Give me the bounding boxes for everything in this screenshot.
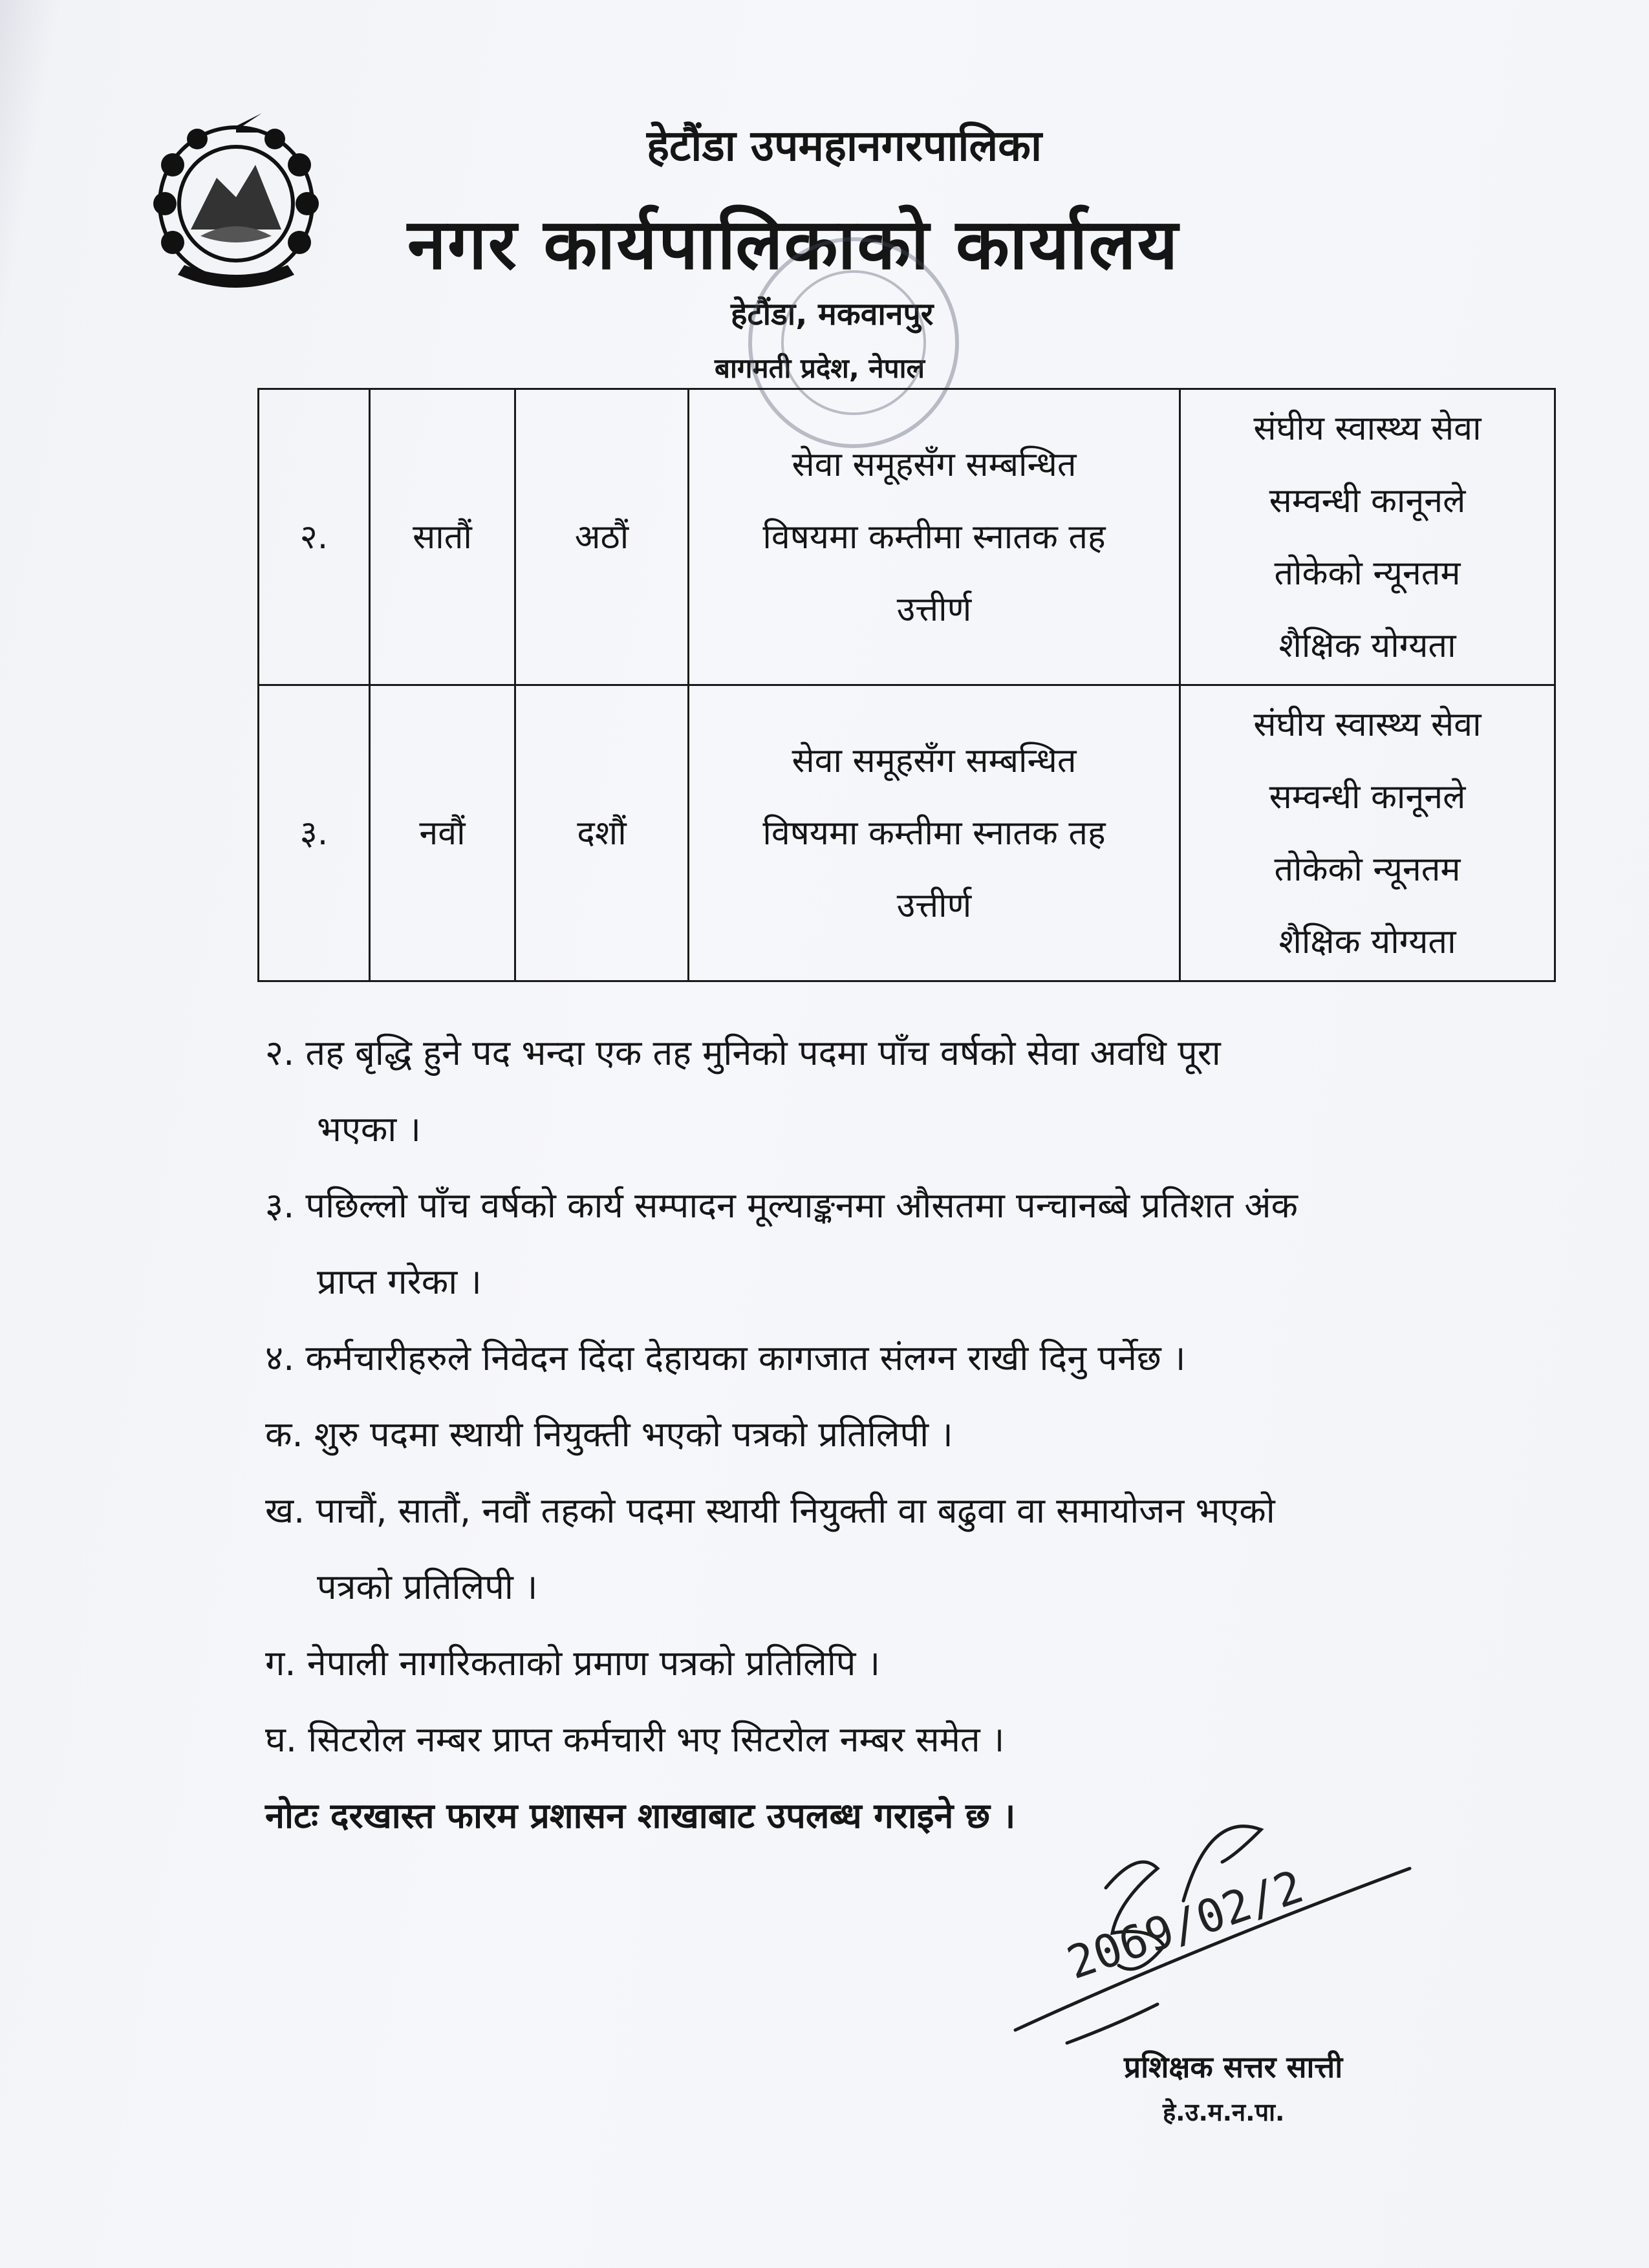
- serial-number: २.: [259, 389, 370, 685]
- table-row: [259, 389, 1555, 685]
- address-line-2: बागमती प्रदेश, नेपाल: [715, 352, 925, 384]
- condition-4: ४. कर्मचारीहरुले निवेदन दिंदा देहायका कागजात संलग्न राखी दिनु पर्नेछ ।: [265, 1338, 1186, 1378]
- nepal-government-emblem: [139, 87, 333, 301]
- document-ka: क. शुरु पदमा स्थायी नियुक्ती भएको पत्रको प्रतिलिपी ।: [265, 1414, 953, 1455]
- document-gha: घ. सिटरोल नम्बर प्राप्त कर्मचारी भए सिटरोल नम्बर समेत ।: [265, 1719, 1005, 1760]
- address-line-1: हेटौंडा, मकवानपुर: [731, 296, 934, 332]
- signature-date: 2069/02/2: [1061, 1859, 1310, 1990]
- qualification: सेवा समूहसँग सम्बन्धित विषयमा कम्तीमा स्नातक तह उत्तीर्ण: [689, 389, 1180, 685]
- serial-number: ३.: [259, 685, 370, 981]
- office-title: नगर कार्यपालिकाको कार्यालय: [407, 204, 1180, 285]
- signatory-name: प्रशिक्षक सत्तर सात्ती: [1124, 2049, 1343, 2084]
- note: नोटः दरखास्त फारम प्रशासन शाखाबाट उपलब्ध गराइने छ ।: [265, 1795, 1016, 1836]
- document-kha-cont: पत्रको प्रतिलिपी ।: [317, 1567, 538, 1607]
- document-kha: ख. पाचौं, सातौं, नवौं तहको पदमा स्थायी नियुक्ती वा बढुवा वा समायोजन भएको: [265, 1490, 1275, 1531]
- condition-2: २. तह बृद्धि हुने पद भन्दा एक तह मुनिको पदमा पाँच वर्षको सेवा अवधि पूरा: [265, 1032, 1221, 1073]
- document-ga: ग. नेपाली नागरिकताको प्रमाण पत्रको प्रतिलिपि ।: [265, 1643, 881, 1684]
- qualification: सेवा समूहसँग सम्बन्धित विषयमा कम्तीमा स्नातक तह उत्तीर्ण: [689, 685, 1180, 981]
- promoted-level: अठौं: [515, 389, 689, 685]
- conditions-list: [265, 1015, 1546, 1854]
- current-level: सातौं: [370, 389, 515, 685]
- condition-2-cont: भएका ।: [317, 1109, 421, 1150]
- promotion-table: [257, 388, 1556, 982]
- remark: संघीय स्वास्थ्य सेवा सम्वन्धी कानूनले तोकेको न्यूनतम शैक्षिक योग्यता: [1180, 685, 1555, 981]
- current-level: नवौं: [370, 685, 515, 981]
- signatory-office: हे.उ.म.न.पा.: [1163, 2098, 1285, 2126]
- table-row: [259, 685, 1555, 981]
- condition-3-cont: प्राप्त गरेका ।: [317, 1261, 482, 1302]
- remark: संघीय स्वास्थ्य सेवा सम्वन्धी कानूनले तोकेको न्यूनतम शैक्षिक योग्यता: [1180, 389, 1555, 685]
- municipality-name: हेटौंडा उपमहानगरपालिका: [647, 121, 1042, 171]
- condition-3: ३. पछिल्लो पाँच वर्षको कार्य सम्पादन मूल्याङ्कनमा औसतमा पन्चानब्बे प्रतिशत अंक: [265, 1185, 1298, 1226]
- promoted-level: दशौं: [515, 685, 689, 981]
